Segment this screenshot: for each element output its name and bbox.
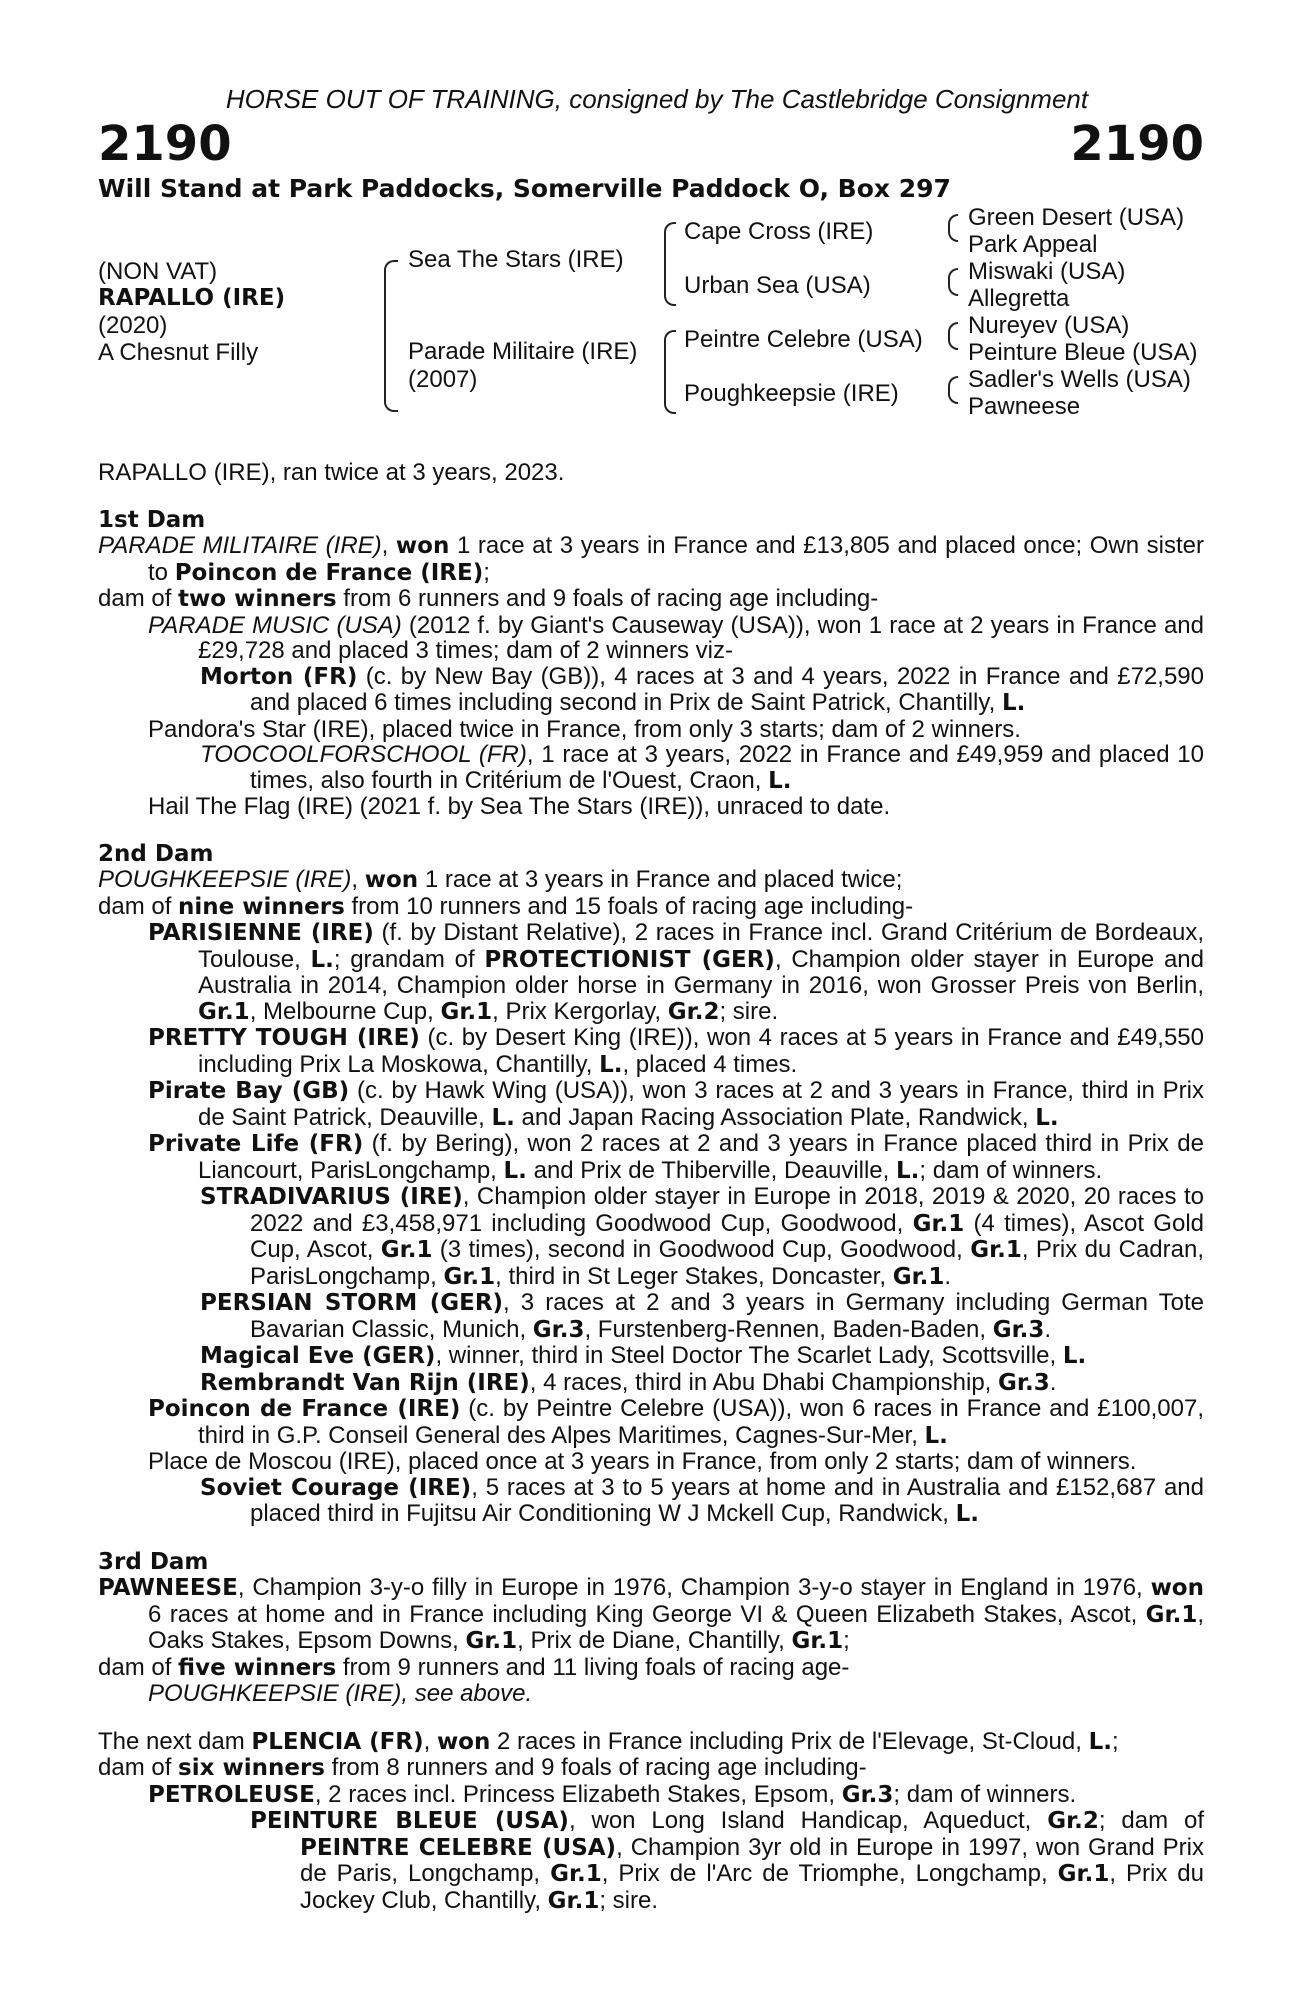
produce-hail-the-flag: Hail The Flag (IRE) (2021 f. by Sea The Stars (IRE)), unraced to date.: [148, 793, 891, 820]
produce-rembrandt-van-rijn: Rembrandt Van Rijn (IRE), 4 races, third in Abu Dhabi Championship, Gr.3.: [200, 1368, 1057, 1396]
consignment-heading: HORSE OUT OF TRAINING, consigned by The Castlebridge Consignment: [225, 84, 1089, 114]
produce-toocoolforschool: TOOCOOLFORSCHOOL (FR), 1 race at 3 years, 2022 in France and £49,959 and placed 10 times, also fourth in Critérium de l'Ouest, Craon, L.: [200, 741, 1204, 794]
pedigree-brace-sire: [664, 222, 676, 306]
pedigree-dam-dam: Poughkeepsie (IRE): [684, 380, 899, 407]
produce-private-life: Private Life (FR) (f. by Bering), won 2 races at 2 and 3 years in France placed third in Prix de Liancourt, ParisLongchamp, L. and Prix de Thiberville, Deauville, L.; dam of winners.: [148, 1130, 1205, 1184]
pedigree-g6: Peinture Bleue (USA): [968, 339, 1198, 366]
third-dam-heading: 3rd Dam: [98, 1548, 209, 1575]
second-dam-heading: 2nd Dam: [98, 840, 214, 867]
horse-name: RAPALLO (IRE): [98, 285, 286, 311]
pedigree-brace-main: [384, 260, 398, 412]
catalogue-body: [98, 460, 1204, 1914]
pedigree-g8: Pawneese: [968, 393, 1081, 420]
second-dam-record: POUGHKEEPSIE (IRE), won 1 race at 3 years in France and placed twice;: [98, 866, 903, 893]
pedigree-sire-sire: Cape Cross (IRE): [684, 218, 874, 245]
produce-pandoras-star: Pandora's Star (IRE), placed twice in France, from only 3 starts; dam of 2 winners.: [148, 715, 1021, 743]
lot-number-left: 2190: [98, 116, 232, 172]
third-dam-record: PAWNEESE, Champion 3-y-o filly in Europe in 1976, Champion 3-y-o stayer in England in 1976, won 6 races at home and in France including King George VI & Queen Elizabeth Stakes, Ascot, Gr.1, Oaks Stakes, Epsom Downs, Gr.1, Prix de Diane, Chantilly, Gr.1;: [98, 1574, 1204, 1654]
first-dam-produce: dam of two winners from 6 runners and 9 foals of racing age including-: [98, 585, 879, 612]
produce-poughkeepsie: POUGHKEEPSIE (IRE), see above.: [148, 1680, 533, 1707]
first-dam-record: PARADE MILITAIRE (IRE), won 1 race at 3 years in France and £13,805 and placed once; Own sister to Poincon de France (IRE);: [98, 532, 1205, 586]
produce-place-de-moscou: Place de Moscou (IRE), placed once at 3 years in France, from only 2 starts; dam of winners.: [148, 1448, 1137, 1475]
produce-soviet-courage: Soviet Courage (IRE), 5 races at 3 to 5 years at home and in Australia and £152,687 and placed third in Fujitsu Air Conditioning W J Mckell Cup, Randwick, L.: [200, 1473, 1204, 1527]
produce-pirate-bay: Pirate Bay (GB) (c. by Hawk Wing (USA)), won 3 races at 2 and 3 years in France, third in Prix de Saint Patrick, Deauville, L. and Japan Racing Association Plate, Randwick, L.: [148, 1077, 1204, 1131]
pedigree-brace-g56: [948, 322, 958, 350]
pedigree-g5: Nureyev (USA): [968, 312, 1130, 339]
horse-info: [98, 258, 285, 366]
pedigree-sire: Sea The Stars (IRE): [408, 246, 624, 273]
pedigree-brace-g34: [948, 268, 958, 296]
pedigree-brace-g78: [948, 376, 958, 404]
produce-magical-eve: Magical Eve (GER), winner, third in Steel Doctor The Scarlet Lady, Scottsville, L.: [200, 1342, 1087, 1369]
pedigree-dam: Parade Militaire (IRE): [408, 338, 638, 365]
next-dam-record: The next dam PLENCIA (FR), won 2 races in France including Prix de l'Elevage, St-Cloud, L.;: [98, 1727, 1119, 1755]
produce-pretty-tough: PRETTY TOUGH (IRE) (c. by Desert King (IRE)), won 4 races at 5 years in France and £49,550 including Prix La Moskowa, Chantilly, L., placed 4 times.: [148, 1024, 1205, 1078]
pedigree-g7: Sadler's Wells (USA): [968, 366, 1191, 393]
pedigree-g4: Allegretta: [968, 285, 1070, 312]
horse-year: (2020): [98, 312, 168, 339]
section-gap: [98, 1707, 1204, 1729]
vat-status: (NON VAT): [98, 258, 218, 285]
next-dam-produce: dam of six winners from 8 runners and 9 foals of racing age including-: [98, 1754, 867, 1781]
produce-parade-music: PARADE MUSIC (USA) (2012 f. by Giant's Causeway (USA)), won 1 race at 2 years in France and £29,728 and placed 3 times; dam of 2 winners viz-: [148, 611, 1204, 664]
pedigree-g1: Green Desert (USA): [968, 204, 1185, 231]
produce-petroleuse: PETROLEUSE, 2 races incl. Princess Elizabeth Stakes, Epsom, Gr.3; dam of winners.: [148, 1780, 1077, 1808]
pedigree-g2: Park Appeal: [968, 231, 1098, 258]
pedigree-brace-dam: [664, 330, 676, 414]
produce-parisienne: PARISIENNE (IRE) (f. by Distant Relative), 2 races in France incl. Grand Critérium de Bordeaux, Toulouse, L.; grandam of PROTECTIONIST (GER), Champion older stayer in Europe and Australia in 2014, Champion older horse in Germany in 2016, won Grosser Preis von Berlin, Gr.1, Melbourne Cup, Gr.1, Prix Kergorlay, Gr.2; sire.: [148, 919, 1205, 1025]
stabling-location: Will Stand at Park Paddocks, Somerville Paddock O, Box 297: [98, 174, 951, 203]
second-dam-produce: dam of nine winners from 10 runners and 15 foals of racing age including-: [98, 892, 914, 920]
lot-number-right: 2190: [1070, 116, 1204, 172]
first-dam-heading: 1st Dam: [98, 506, 206, 533]
pedigree-g3: Miswaki (USA): [968, 258, 1126, 285]
produce-morton: Morton (FR) (c. by New Bay (GB)), 4 races at 3 and 4 years, 2022 in France and £72,590 and placed 6 times including second in Prix de Saint Patrick, Chantilly, L.: [200, 662, 1204, 716]
produce-persian-storm: PERSIAN STORM (GER), 3 races at 2 and 3 years in Germany including German Tote Bavarian Classic, Munich, Gr.3, Furstenberg-Rennen, Baden-Baden, Gr.3.: [200, 1289, 1204, 1343]
pedigree-dam-year: (2007): [408, 366, 478, 393]
pedigree-dam-sire: Peintre Celebre (USA): [684, 326, 923, 353]
produce-peinture-bleue: PEINTURE BLEUE (USA), won Long Island Handicap, Aqueduct, Gr.2; dam of PEINTRE CELEBRE (USA), Champion 3yr old in Europe in 1997, won Grand Prix de Paris, Longchamp, Gr.1, Prix de l'Arc de Triomphe, Longchamp, Gr.1, Prix du Jockey Club, Chantilly, Gr.1; sire.: [250, 1807, 1205, 1914]
racing-record: RAPALLO (IRE), ran twice at 3 years, 2023.: [98, 459, 565, 486]
produce-stradivarius: STRADIVARIUS (IRE), Champion older stayer in Europe in 2018, 2019 & 2020, 20 races to 2022 and £3,458,971 including Goodwood Cup, Goodwood, Gr.1 (4 times), Ascot Gold Cup, Ascot, Gr.1 (3 times), second in Goodwood Cup, Goodwood, Gr.1, Prix du Cadran, ParisLongchamp, Gr.1, third in St Leger Stakes, Doncaster, Gr.1.: [200, 1183, 1205, 1290]
produce-poincon-de-france: Poincon de France (IRE) (c. by Peintre Celebre (USA)), won 6 races in France and £100,007, third in G.P. Conseil General des Alpes Maritimes, Cagnes-Sur-Mer, L.: [148, 1395, 1205, 1449]
pedigree-sire-dam: Urban Sea (USA): [684, 272, 871, 299]
third-dam-produce: dam of five winners from 9 runners and 11 living foals of racing age-: [98, 1653, 850, 1681]
pedigree-brace-g12: [948, 214, 958, 242]
horse-description: A Chesnut Filly: [98, 339, 259, 366]
